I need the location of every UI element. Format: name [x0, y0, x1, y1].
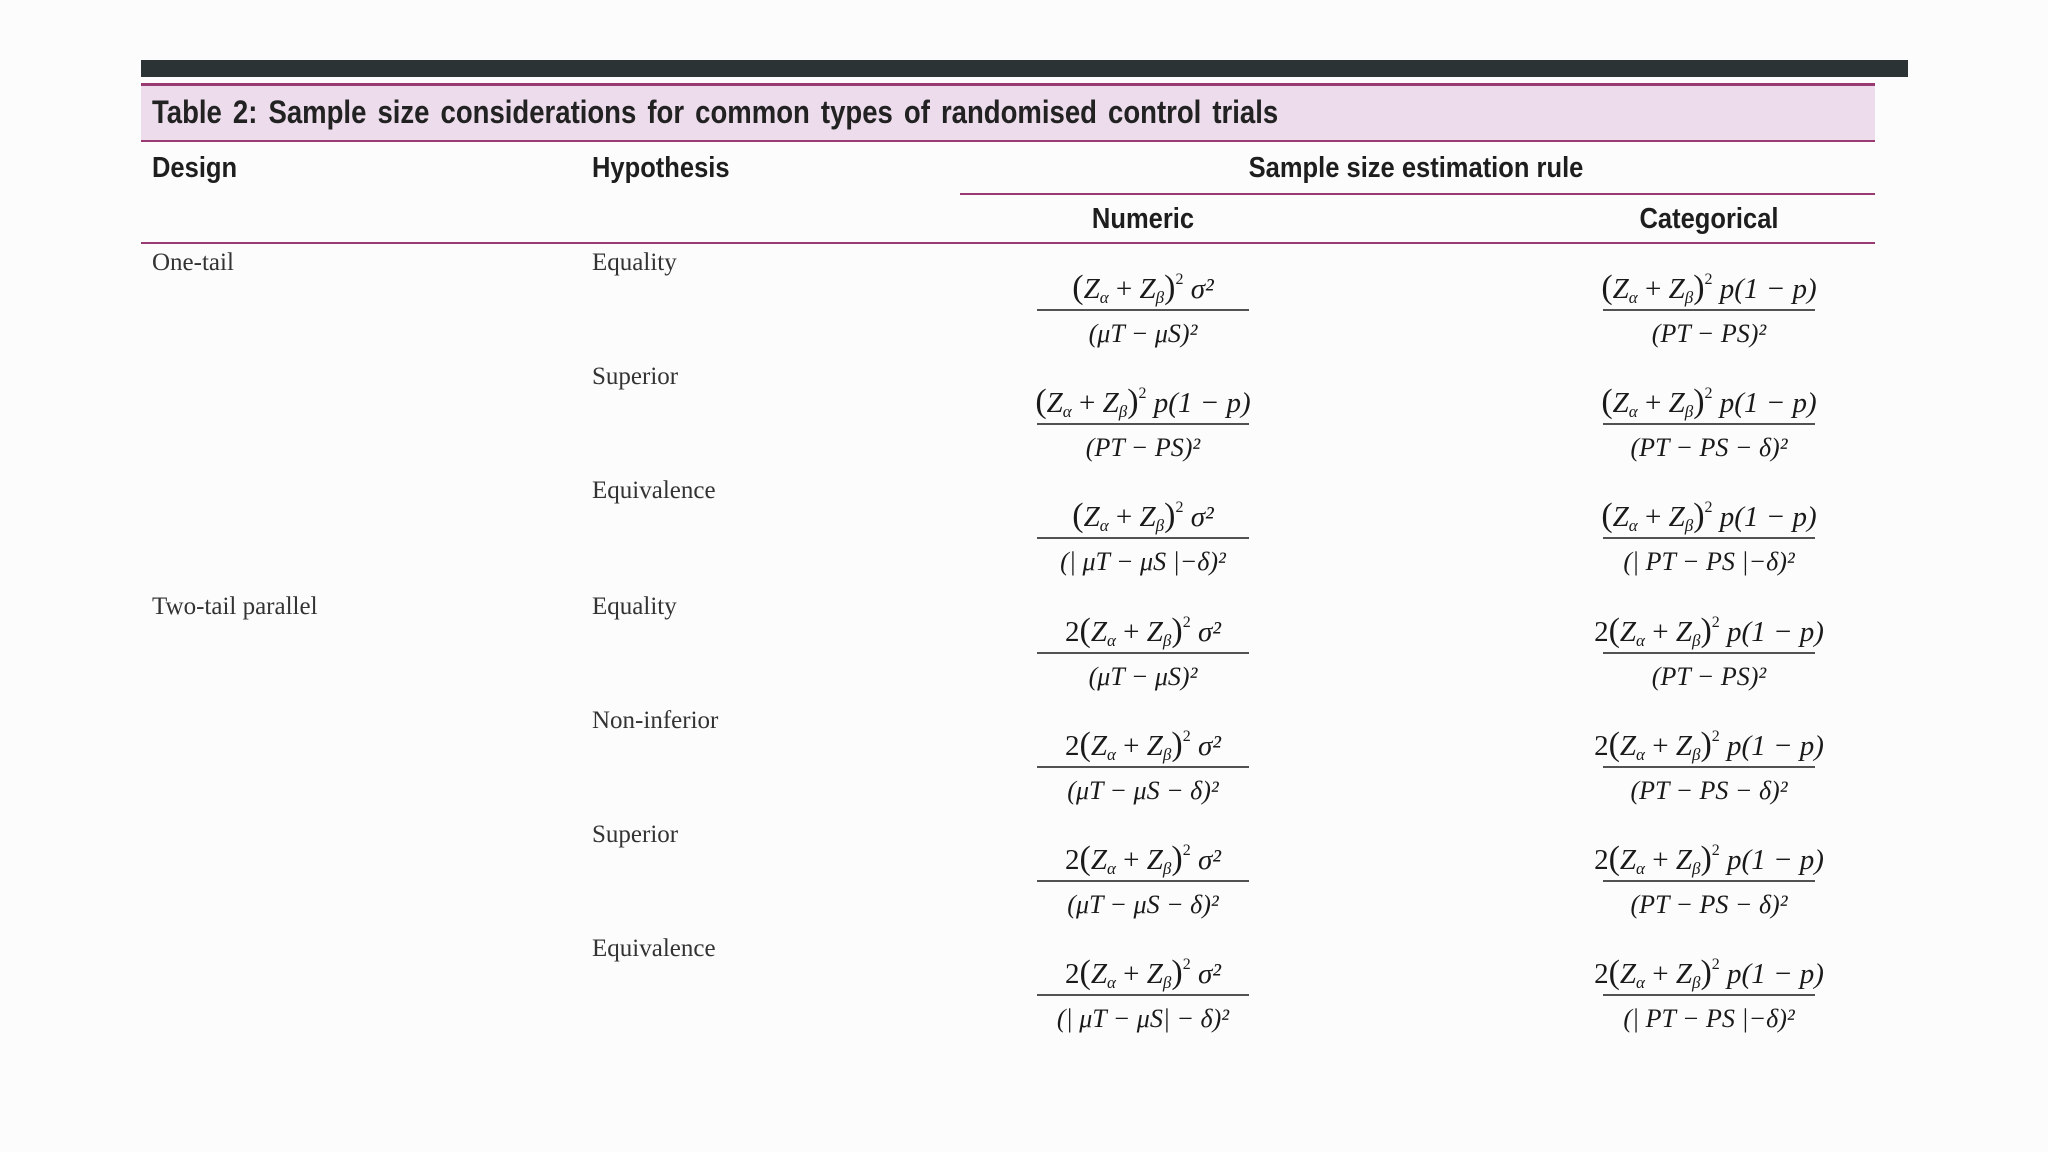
row-hypothesis-equivalence: Equivalence	[592, 935, 716, 962]
header-subrule	[960, 193, 1875, 195]
formula-categorical-row-6	[1589, 833, 1829, 929]
row-hypothesis-non-inferior: Non-inferior	[592, 707, 719, 734]
formula-denominator: (| μT − μS |−δ)²	[1060, 547, 1226, 576]
row-hypothesis-equality: Equality	[592, 249, 677, 276]
header-design: Design	[152, 152, 238, 184]
formula-denominator: (μT − μS − δ)²	[1067, 890, 1219, 919]
formula-numeric-row-6	[1023, 833, 1263, 929]
formula-numeric-row-2	[1023, 376, 1263, 472]
formula-numeric-row-5	[1023, 719, 1263, 815]
formula-numerator: $2(Z\alpha + Z\beta)^2$ p(1 − p)	[1594, 726, 1824, 764]
formula-numerator: $(Z\alpha + Z\beta)^2$ p(1 − p)	[1601, 383, 1817, 421]
table-title: Table 2: Sample size considerations for common types of randomised control trials	[152, 94, 1279, 130]
row-hypothesis-equality: Equality	[592, 593, 677, 620]
formula-numerator: $2(Z\alpha + Z\beta)^2$ σ²	[1065, 726, 1221, 764]
formula-numerator: $2(Z\alpha + Z\beta)^2$ p(1 − p)	[1594, 954, 1824, 992]
formula-categorical-row-7	[1589, 947, 1829, 1043]
formula-denominator: (| μT − μS| − δ)²	[1056, 1004, 1230, 1033]
formula-categorical-row-3	[1589, 490, 1829, 586]
formula-denominator: (PT − PS)²	[1085, 433, 1201, 462]
formula-denominator: (PT − PS)²	[1651, 662, 1767, 691]
header-numeric: Numeric	[1091, 203, 1195, 235]
formula-numerator: $2(Z\alpha + Z\beta)^2$ σ²	[1065, 612, 1221, 650]
formula-numeric-row-1	[1023, 262, 1263, 358]
row-design-one-tail: One-tail	[152, 249, 234, 276]
row-design-two-tail-parallel: Two-tail parallel	[152, 593, 318, 620]
formula-numeric-row-7	[1023, 947, 1263, 1043]
formula-numerator: $2(Z\alpha + Z\beta)^2$ σ²	[1065, 954, 1221, 992]
slide-top-bar	[141, 60, 1908, 77]
formula-numeric-row-3	[1023, 490, 1263, 586]
formula-numerator: $2(Z\alpha + Z\beta)^2$ p(1 − p)	[1594, 840, 1824, 878]
row-hypothesis-superior: Superior	[592, 363, 679, 390]
row-hypothesis-equivalence: Equivalence	[592, 477, 716, 504]
formula-denominator: (PT − PS − δ)²	[1630, 890, 1788, 919]
formula-categorical-row-5	[1589, 719, 1829, 815]
formula-numerator: $2(Z\alpha + Z\beta)^2$ σ²	[1065, 840, 1221, 878]
formula-categorical-row-4	[1589, 605, 1829, 701]
formula-denominator: (μT − μS − δ)²	[1067, 776, 1219, 805]
header-categorical: Categorical	[1639, 203, 1779, 235]
formula-numerator: $(Z\alpha + Z\beta)^2$ p(1 − p)	[1601, 269, 1817, 307]
formula-categorical-row-1	[1589, 262, 1829, 358]
row-hypothesis-superior: Superior	[592, 821, 679, 848]
formula-denominator: (| PT − PS |−δ)²	[1623, 547, 1795, 576]
header-bottom-rule	[141, 242, 1875, 244]
formula-numerator: $(Z\alpha + Z\beta)^2$ σ²	[1072, 269, 1214, 307]
formula-numeric-row-4	[1023, 605, 1263, 701]
formula-numerator: $(Z\alpha + Z\beta)^2$ σ²	[1072, 497, 1214, 535]
header-hypothesis: Hypothesis	[592, 152, 730, 184]
formula-denominator: (μT − μS)²	[1088, 319, 1198, 348]
formula-categorical-row-2	[1589, 376, 1829, 472]
formula-numerator: $(Z\alpha + Z\beta)^2$ p(1 − p)	[1035, 383, 1251, 421]
table-title-band	[141, 83, 1875, 142]
formula-denominator: (PT − PS − δ)²	[1630, 776, 1788, 805]
formula-denominator: (| PT − PS |−δ)²	[1623, 1004, 1795, 1033]
formula-numerator: $(Z\alpha + Z\beta)^2$ p(1 − p)	[1601, 497, 1817, 535]
formula-denominator: (μT − μS)²	[1088, 662, 1198, 691]
header-sample-size-rule: Sample size estimation rule	[1248, 152, 1584, 184]
formula-denominator: (PT − PS − δ)²	[1630, 433, 1788, 462]
formula-numerator: $2(Z\alpha + Z\beta)^2$ p(1 − p)	[1594, 612, 1824, 650]
formula-denominator: (PT − PS)²	[1651, 319, 1767, 348]
